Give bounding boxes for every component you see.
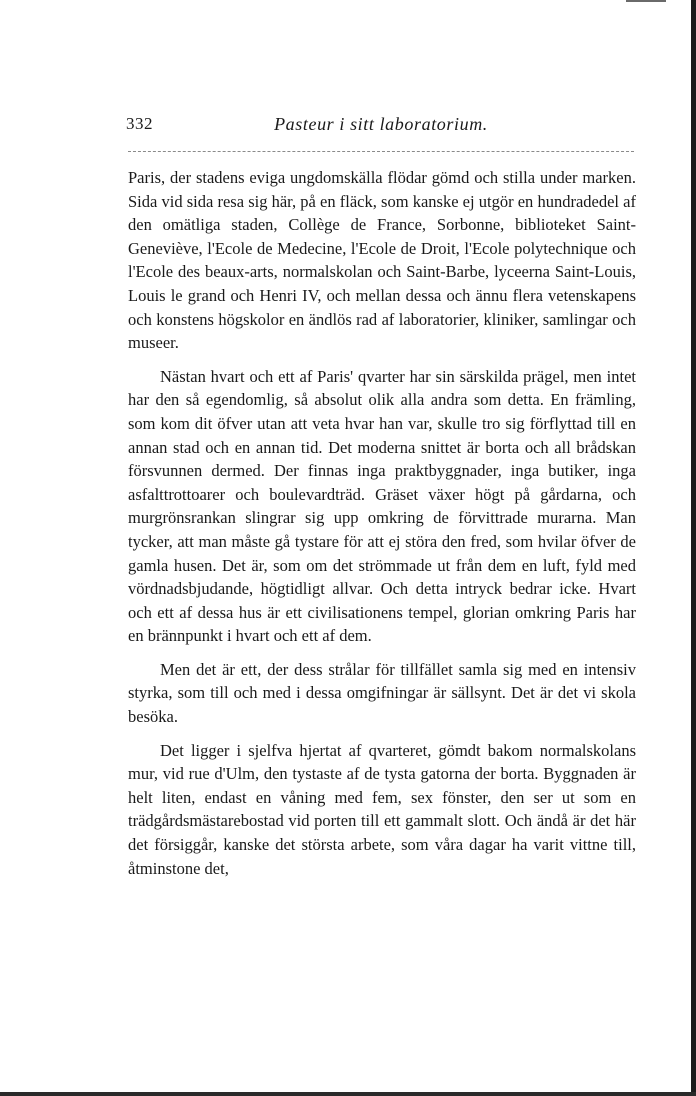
page-number: 332 (126, 114, 153, 133)
body-text (128, 166, 636, 890)
scan-edge-right (691, 0, 696, 1096)
header-rule (128, 151, 634, 152)
page-header (126, 114, 636, 142)
scan-edge-top (626, 0, 666, 2)
paragraph-1: Paris, der stadens eviga ungdomskälla flödar gömd och stilla under marken. Sida vid sida resa sig här, på en fläck, som kanske ej utgör en hundradedel af den omätliga staden, Collège de France, Sorbonne, biblioteket Saint-Geneviève, l'Ecole de Medecine, l'Ecole de Droit, l'Ecole polytechnique och l'Ecole des beaux-arts, normalskolan och Saint-Barbe, lyceerna Saint-Louis, Louis le grand och Henri IV, och mellan dessa och ännu flera vetenskapens och konstens högskolor en ändlös rad af laboratorier, kliniker, samlingar och museer. (128, 168, 636, 353)
running-title: Pasteur i sitt laboratorium. (274, 114, 488, 134)
paragraph-4: Det ligger i sjelfva hjertat af qvarteret, gömdt bakom normalskolans mur, vid rue d'Ulm, den tystaste af de tysta gatorna der borta. Byggnaden är helt liten, endast en våning med fem, sex fönster, den ser ut som en trädgårdsmästarebostad vid porten till ett gammalt slott. Och ändå är det här det försiggår, kanske det största arbete, som våra dagar ha varit vittne till, åtminstone det, (128, 740, 636, 878)
paragraph-2: Nästan hvart och ett af Paris' qvarter har sin särskilda prägel, men intet har den så egendomlig, så absolut olik alla andra som detta. En främling, som kom dit öfver utan att veta hvar han var, skulle tro sig förflyttad till en annan stad och en annan tid. Det moderna snittet är borta och all brådskan försvunnen dermed. Der finnas inga praktbyggnader, inga butiker, inga asfalttrottoarer och boulevardträd. Gräset växer högt på gårdarna, och murgrönsrankan slingrar sig upp omkring de förvittrade murarna. Man tycker, att man måste gå tystare för att ej störa den fred, som hvilar öfver de gamla husen. Det är, som om det strömmade ut från dem en luft, fyld med vördnadsbjudande, högtidligt allvar. Och detta intryck bedrar icke. Hvart och ett af dessa hus är ett civilisationens tempel, glorian omkring Paris har en brännpunkt i hvart och ett af dem. (128, 366, 636, 646)
scan-edge-bottom (0, 1092, 696, 1096)
paragraph-3: Men det är ett, der dess strålar för tillfället samla sig med en intensiv styrka, som till och med i dessa omgifningar är sällsynt. Det är det vi skola besöka. (128, 659, 636, 727)
